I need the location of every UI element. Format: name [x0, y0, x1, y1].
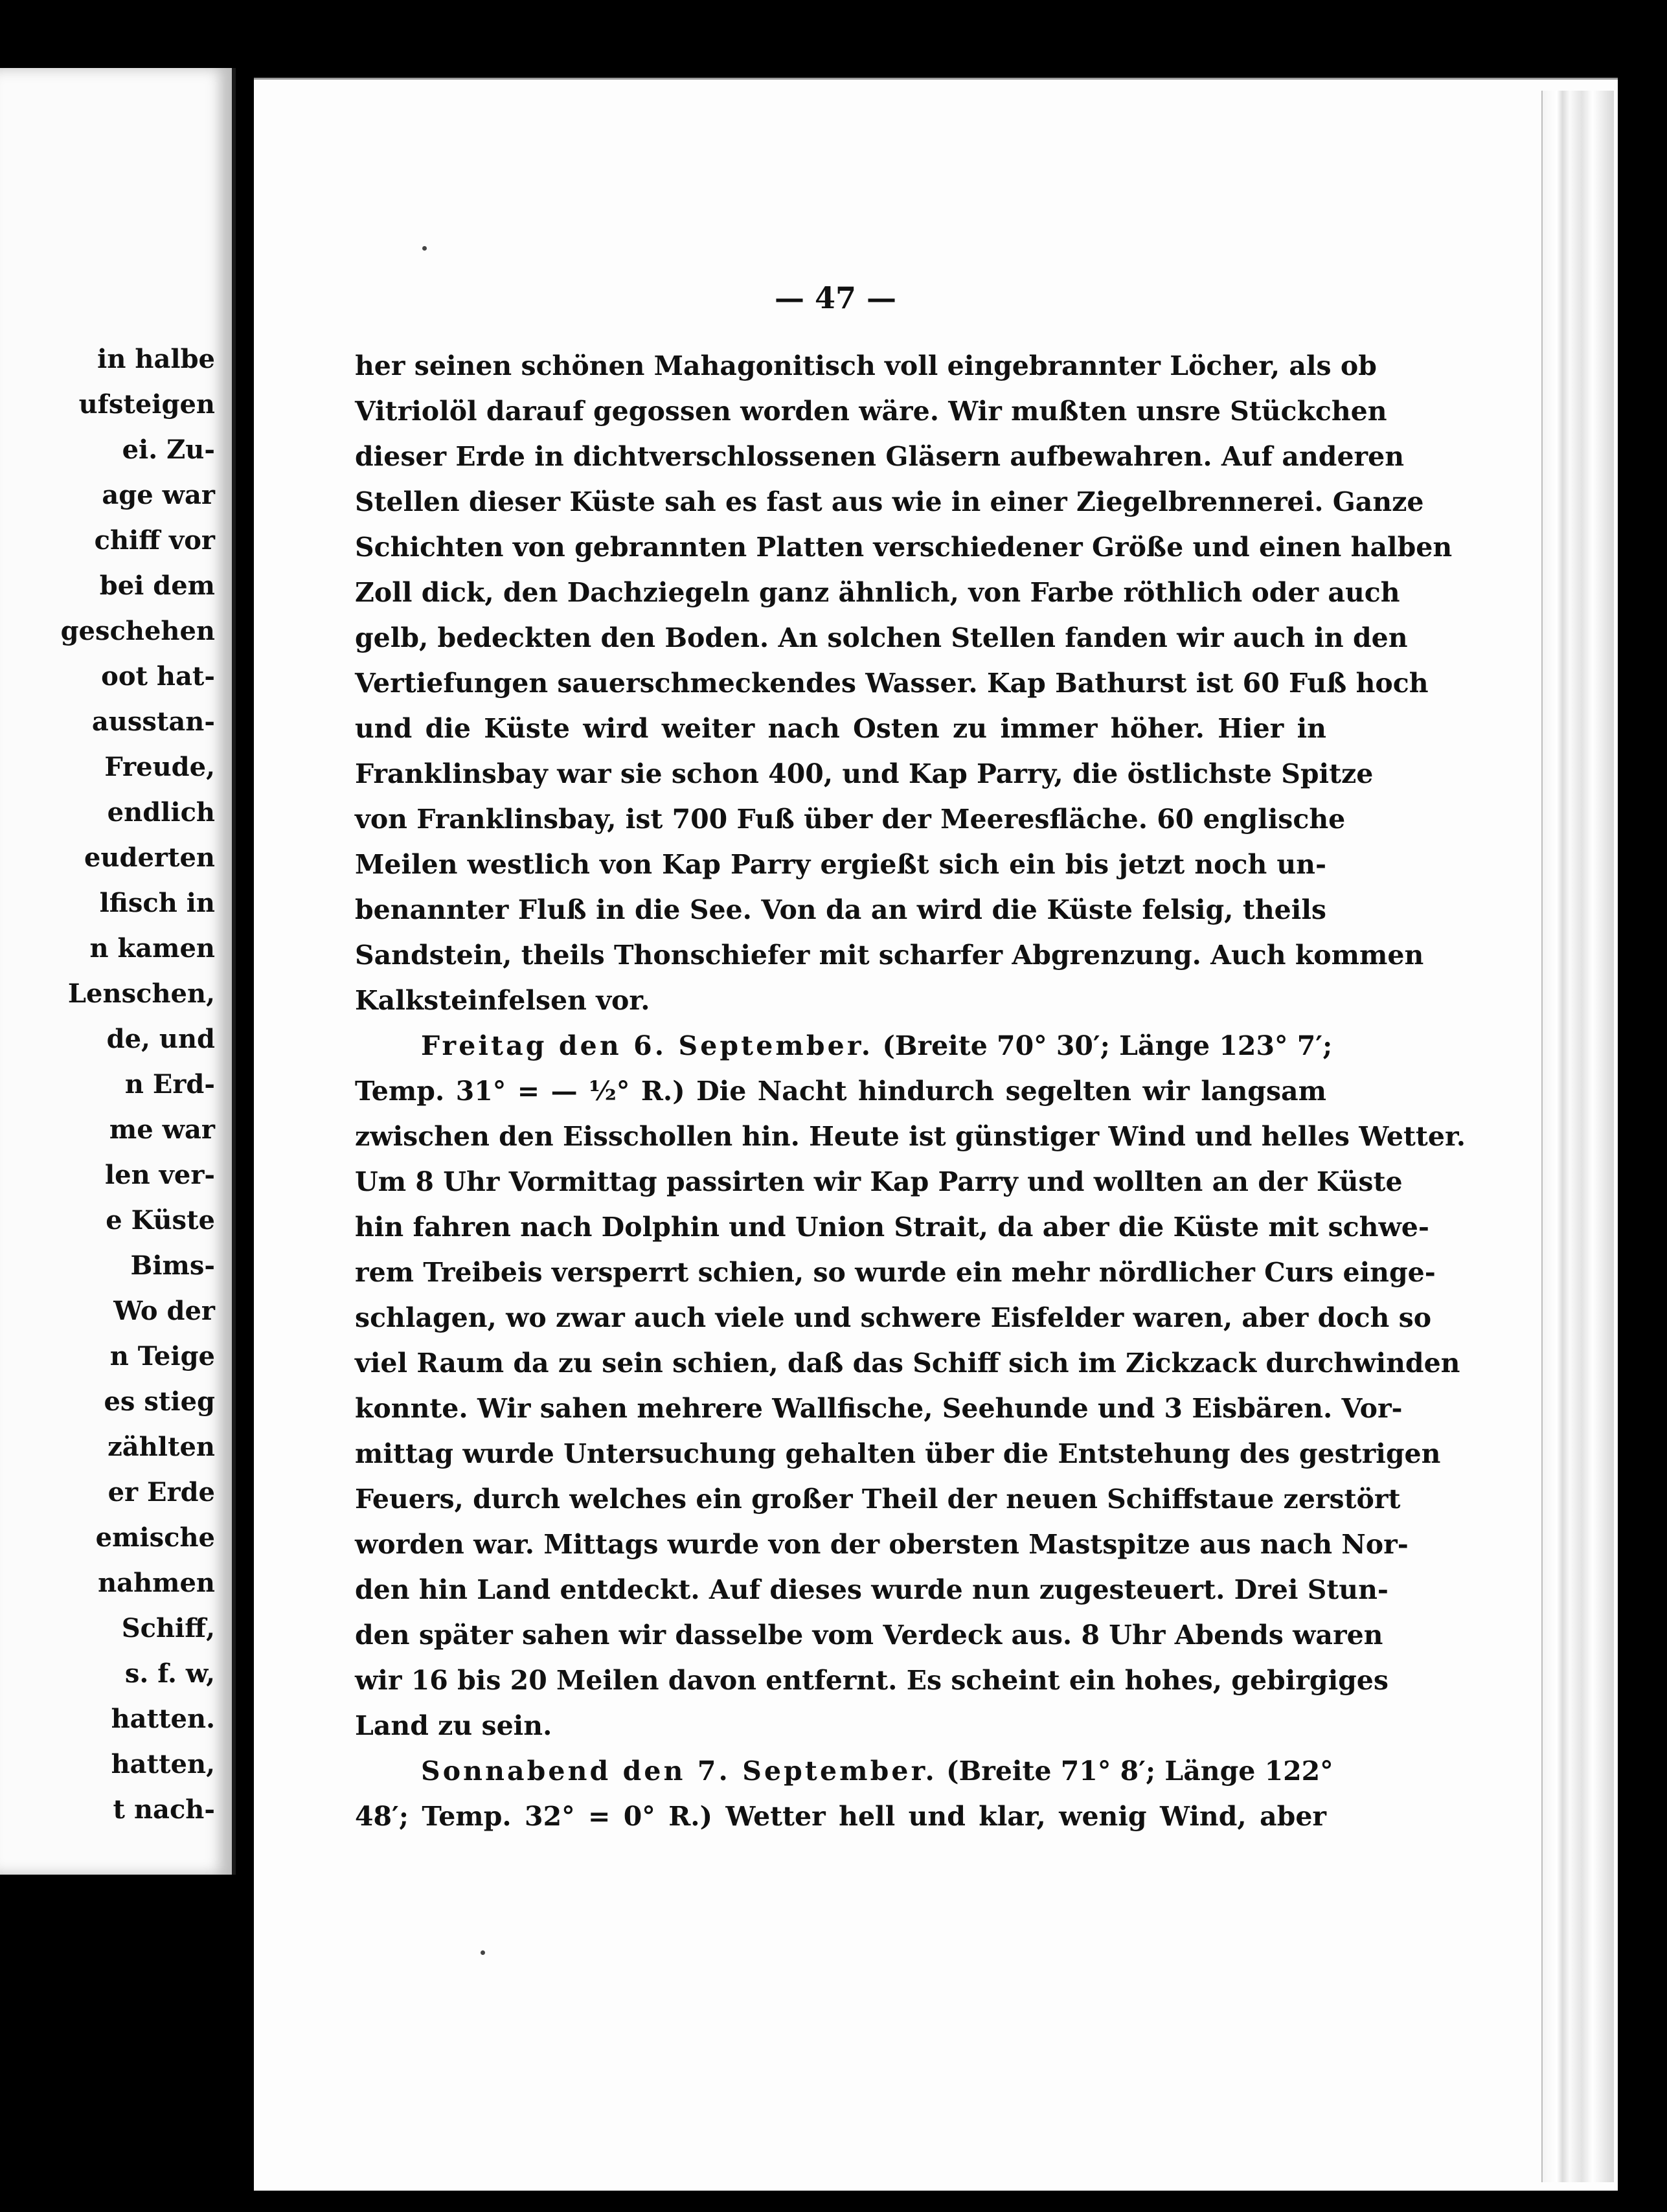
facing-page-line: nahmen	[98, 1568, 215, 1598]
text-line: Land zu sein.	[355, 1710, 552, 1741]
text-line: worden war. Mittags wurde von der obersten Mastspitze aus nach Nor-	[355, 1529, 1409, 1560]
facing-page-line: n kamen	[89, 933, 215, 964]
facing-page-line: age war	[102, 480, 215, 510]
text-line: Zoll dick, den Dachziegeln ganz ähnlich, von Farbe röthlich oder auch	[355, 577, 1400, 608]
text-line: konnte. Wir sahen mehrere Wallfische, Seehunde und 3 Eisbären. Vor-	[355, 1393, 1403, 1424]
facing-page-line: de, und	[106, 1024, 215, 1054]
facing-page-line: Schiff,	[121, 1613, 215, 1643]
text-line: Meilen westlich von Kap Parry ergießt sich ein bis jetzt noch un-	[355, 849, 1326, 880]
text-line: her seinen schönen Mahagonitisch voll eingebrannter Löcher, als ob	[355, 350, 1377, 381]
text-line: zwischen den Eisschollen hin. Heute ist günstiger Wind und helles Wetter.	[355, 1121, 1466, 1152]
text-line: schlagen, wo zwar auch viele und schwere Eisfelder waren, aber doch so	[355, 1302, 1432, 1333]
facing-page-line: ei. Zu-	[122, 435, 215, 465]
facing-page-line: n Teige	[109, 1341, 215, 1371]
text-line: Franklinsbay war sie schon 400, und Kap Parry, die östlichste Spitze	[355, 758, 1374, 789]
text-line: hin fahren nach Dolphin und Union Strait, da aber die Küste mit schwe-	[355, 1212, 1429, 1243]
text-line: Temp. 31° = — ½° R.) Die Nacht hindurch segelten wir langsam	[355, 1076, 1326, 1107]
position-readout: (Breite 70° 30′; Länge 123° 7′;	[882, 1030, 1333, 1061]
facing-page-line: chiff vor	[94, 525, 215, 556]
text-line: und die Küste wird weiter nach Osten zu immer höher. Hier in	[355, 713, 1326, 744]
page-body-text	[355, 343, 1466, 1839]
facing-page-line: lfisch in	[99, 888, 215, 918]
text-line: benannter Fluß in die See. Von da an wird die Küste felsig, theils	[355, 894, 1326, 925]
facing-page-line: n Erd-	[124, 1069, 215, 1100]
position-readout: (Breite 71° 8′; Länge 122°	[946, 1755, 1333, 1787]
facing-page-line: len ver-	[104, 1160, 215, 1190]
text-line: Um 8 Uhr Vormittag passirten wir Kap Parry und wollten an der Küste	[355, 1166, 1403, 1197]
text-line: Kalksteinfelsen vor.	[355, 985, 650, 1016]
entry-first-line	[355, 1023, 1333, 1068]
text-line: Feuers, durch welches ein großer Theil der neuen Schiffstaue zerstört	[355, 1484, 1401, 1515]
text-line: Sandstein, theils Thonschiefer mit scharfer Abgrenzung. Auch kommen	[355, 940, 1424, 971]
facing-page-line: Bims-	[130, 1250, 215, 1281]
date-heading: Freitag den 6. September.	[421, 1030, 874, 1061]
facing-page-line: hatten.	[111, 1704, 215, 1734]
entry-first-line	[355, 1748, 1333, 1794]
facing-page-line: bei dem	[99, 570, 215, 601]
facing-page-line: er Erde	[108, 1477, 215, 1507]
text-line: 48′; Temp. 32° = 0° R.) Wetter hell und klar, wenig Wind, aber	[355, 1801, 1326, 1832]
text-line: Vitriolöl darauf gegossen worden wäre. Wir mußten unsre Stückchen	[355, 396, 1387, 427]
text-line: Schichten von gebrannten Platten verschiedener Größe und einen halben	[355, 532, 1453, 563]
text-line: von Franklinsbay, ist 700 Fuß über der Meeresfläche. 60 englische	[355, 804, 1346, 835]
text-line: wir 16 bis 20 Meilen davon entfernt. Es scheint ein hohes, gebirgiges	[355, 1665, 1389, 1696]
facing-page-line: s. f. w,	[124, 1658, 215, 1689]
text-line: viel Raum da zu sein schien, daß das Schiff sich im Zickzack durchwinden	[355, 1348, 1460, 1379]
text-line: dieser Erde in dichtverschlossenen Gläsern aufbewahren. Auf anderen	[355, 441, 1405, 472]
facing-page-line: es stieg	[104, 1386, 215, 1417]
text-line: mittag wurde Untersuchung gehalten über die Entstehung des gestrigen	[355, 1438, 1441, 1469]
facing-page-line: ausstan-	[91, 706, 215, 737]
text-line: Stellen dieser Küste sah es fast aus wie in einer Ziegelbrennerei. Ganze	[355, 486, 1424, 517]
facing-page-line: emische	[95, 1522, 215, 1553]
facing-page-line: euderten	[84, 842, 215, 873]
page-edge-stack	[1541, 91, 1614, 2182]
facing-page-line: hatten,	[111, 1749, 215, 1779]
text-line: den später sahen wir dasselbe vom Verdeck aus. 8 Uhr Abends waren	[355, 1620, 1383, 1651]
facing-page-line: oot hat-	[101, 661, 215, 692]
text-line: rem Treibeis versperrt schien, so wurde ein mehr nördlicher Curs einge-	[355, 1257, 1436, 1288]
paper-speck	[422, 246, 427, 251]
facing-page-line: geschehen	[60, 616, 215, 646]
paper-speck	[481, 1950, 485, 1955]
date-heading: Sonnabend den 7. September.	[421, 1755, 937, 1787]
page-number: — 47 —	[774, 280, 897, 315]
facing-page-line: t nach-	[113, 1794, 215, 1825]
text-line: gelb, bedeckten den Boden. An solchen Stellen fanden wir auch in den	[355, 622, 1408, 653]
facing-page-line: Wo der	[113, 1296, 215, 1326]
facing-page-line: endlich	[107, 797, 215, 828]
facing-page-line: in halbe	[97, 344, 215, 374]
facing-page-line: ufsteigen	[78, 389, 215, 420]
text-line: den hin Land entdeckt. Auf dieses wurde nun zugesteuert. Drei Stun-	[355, 1574, 1389, 1605]
facing-page-line: zählten	[108, 1432, 215, 1462]
facing-page-line: Lenschen,	[67, 978, 215, 1009]
facing-page-fragment	[0, 68, 236, 1875]
facing-page-line: e Küste	[106, 1205, 215, 1236]
facing-page-line: me war	[109, 1114, 215, 1145]
text-line: Vertiefungen sauerschmeckendes Wasser. Kap Bathurst ist 60 Fuß hoch	[355, 668, 1429, 699]
facing-page-line: Freude,	[104, 752, 215, 782]
